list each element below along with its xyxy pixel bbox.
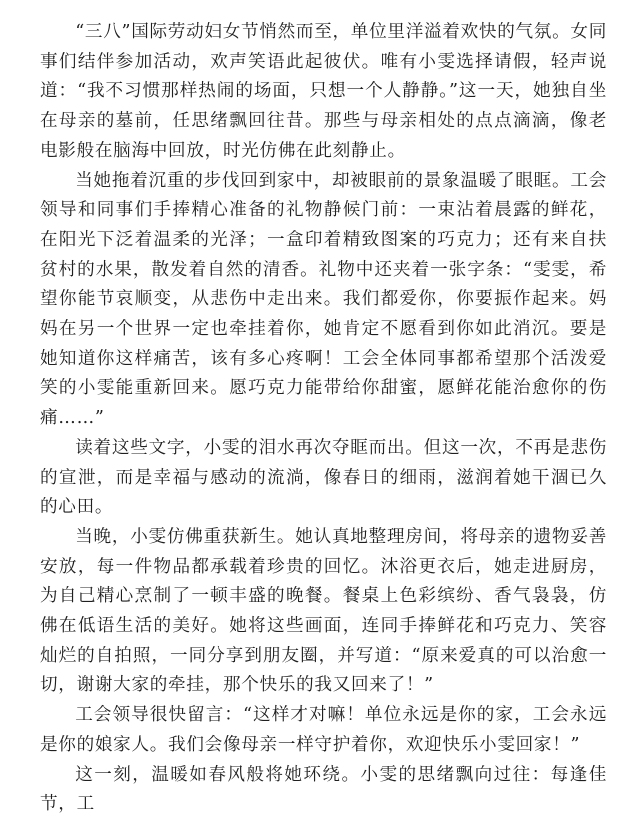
paragraph-4: 当晚，小雯仿佛重获新生。她认真地整理房间，将母亲的遗物妥善安放，每一件物品都承载着珍贵的回忆。沐浴更衣后，她走进厨房，为自己精心烹制了一顿丰盛的晚餐。餐桌上色彩缤纷、香气袅袅，仿佛在低语生活的美好。她将这些画面，连同手捧鲜花和巧克力、笑容灿烂的自拍照，一同分享到朋友圈，并写道：“原来爱真的可以治愈一切，谢谢大家的牵挂，那个快乐的我又回来了！” — [40, 526, 607, 696]
paragraph-3: 读着这些文字，小雯的泪水再次夺眶而出。但这一次，不再是悲伤的宣泄，而是幸福与感动的流淌，像春日的细雨，滋润着她干涸已久的心田。 — [40, 437, 607, 518]
paragraph-5: 工会领导很快留言：“这样才对嘛！单位永远是你的家，工会永远是你的娘家人。我们会像母亲一样守护着你，欢迎快乐小雯回家！” — [40, 705, 607, 755]
paragraph-1: “三八”国际劳动妇女节悄然而至，单位里洋溢着欢快的气氛。女同事们结伴参加活动，欢声笑语此起彼伏。唯有小雯选择请假，轻声说道：“我不习惯那样热闹的场面，只想一个人静静。”这一天，她独自坐在母亲的墓前，任思绪飘回往昔。那些与母亲相处的点点滴滴，像老电影般在脑海中回放，时光仿佛在此刻静止。 — [40, 22, 607, 161]
paragraph-2: 当她拖着沉重的步伐回到家中，却被眼前的景象温暖了眼眶。工会领导和同事们手捧精心准备的礼物静候门前：一束沾着晨露的鲜花，在阳光下泛着温柔的光泽；一盒印着精致图案的巧克力；还有来自扶贫村的水果，散发着自然的清香。礼物中还夹着一张字条：“雯雯，希望你能节哀顺变，从悲伤中走出来。我们都爱你，你要振作起来。妈妈在另一个世界一定也牵挂着你，她肯定不愿看到你如此消沉。要是她知道你这样痛苦，该有多心疼啊！工会全体同事都希望那个活泼爱笑的小雯能重新回来。愿巧克力能带给你甜蜜，愿鲜花能治愈你的伤痛……” — [40, 170, 607, 429]
paragraph-6: 这一刻，温暖如春风般将她环绕。小雯的思绪飘向过往：每逢佳节，工 — [40, 764, 607, 815]
